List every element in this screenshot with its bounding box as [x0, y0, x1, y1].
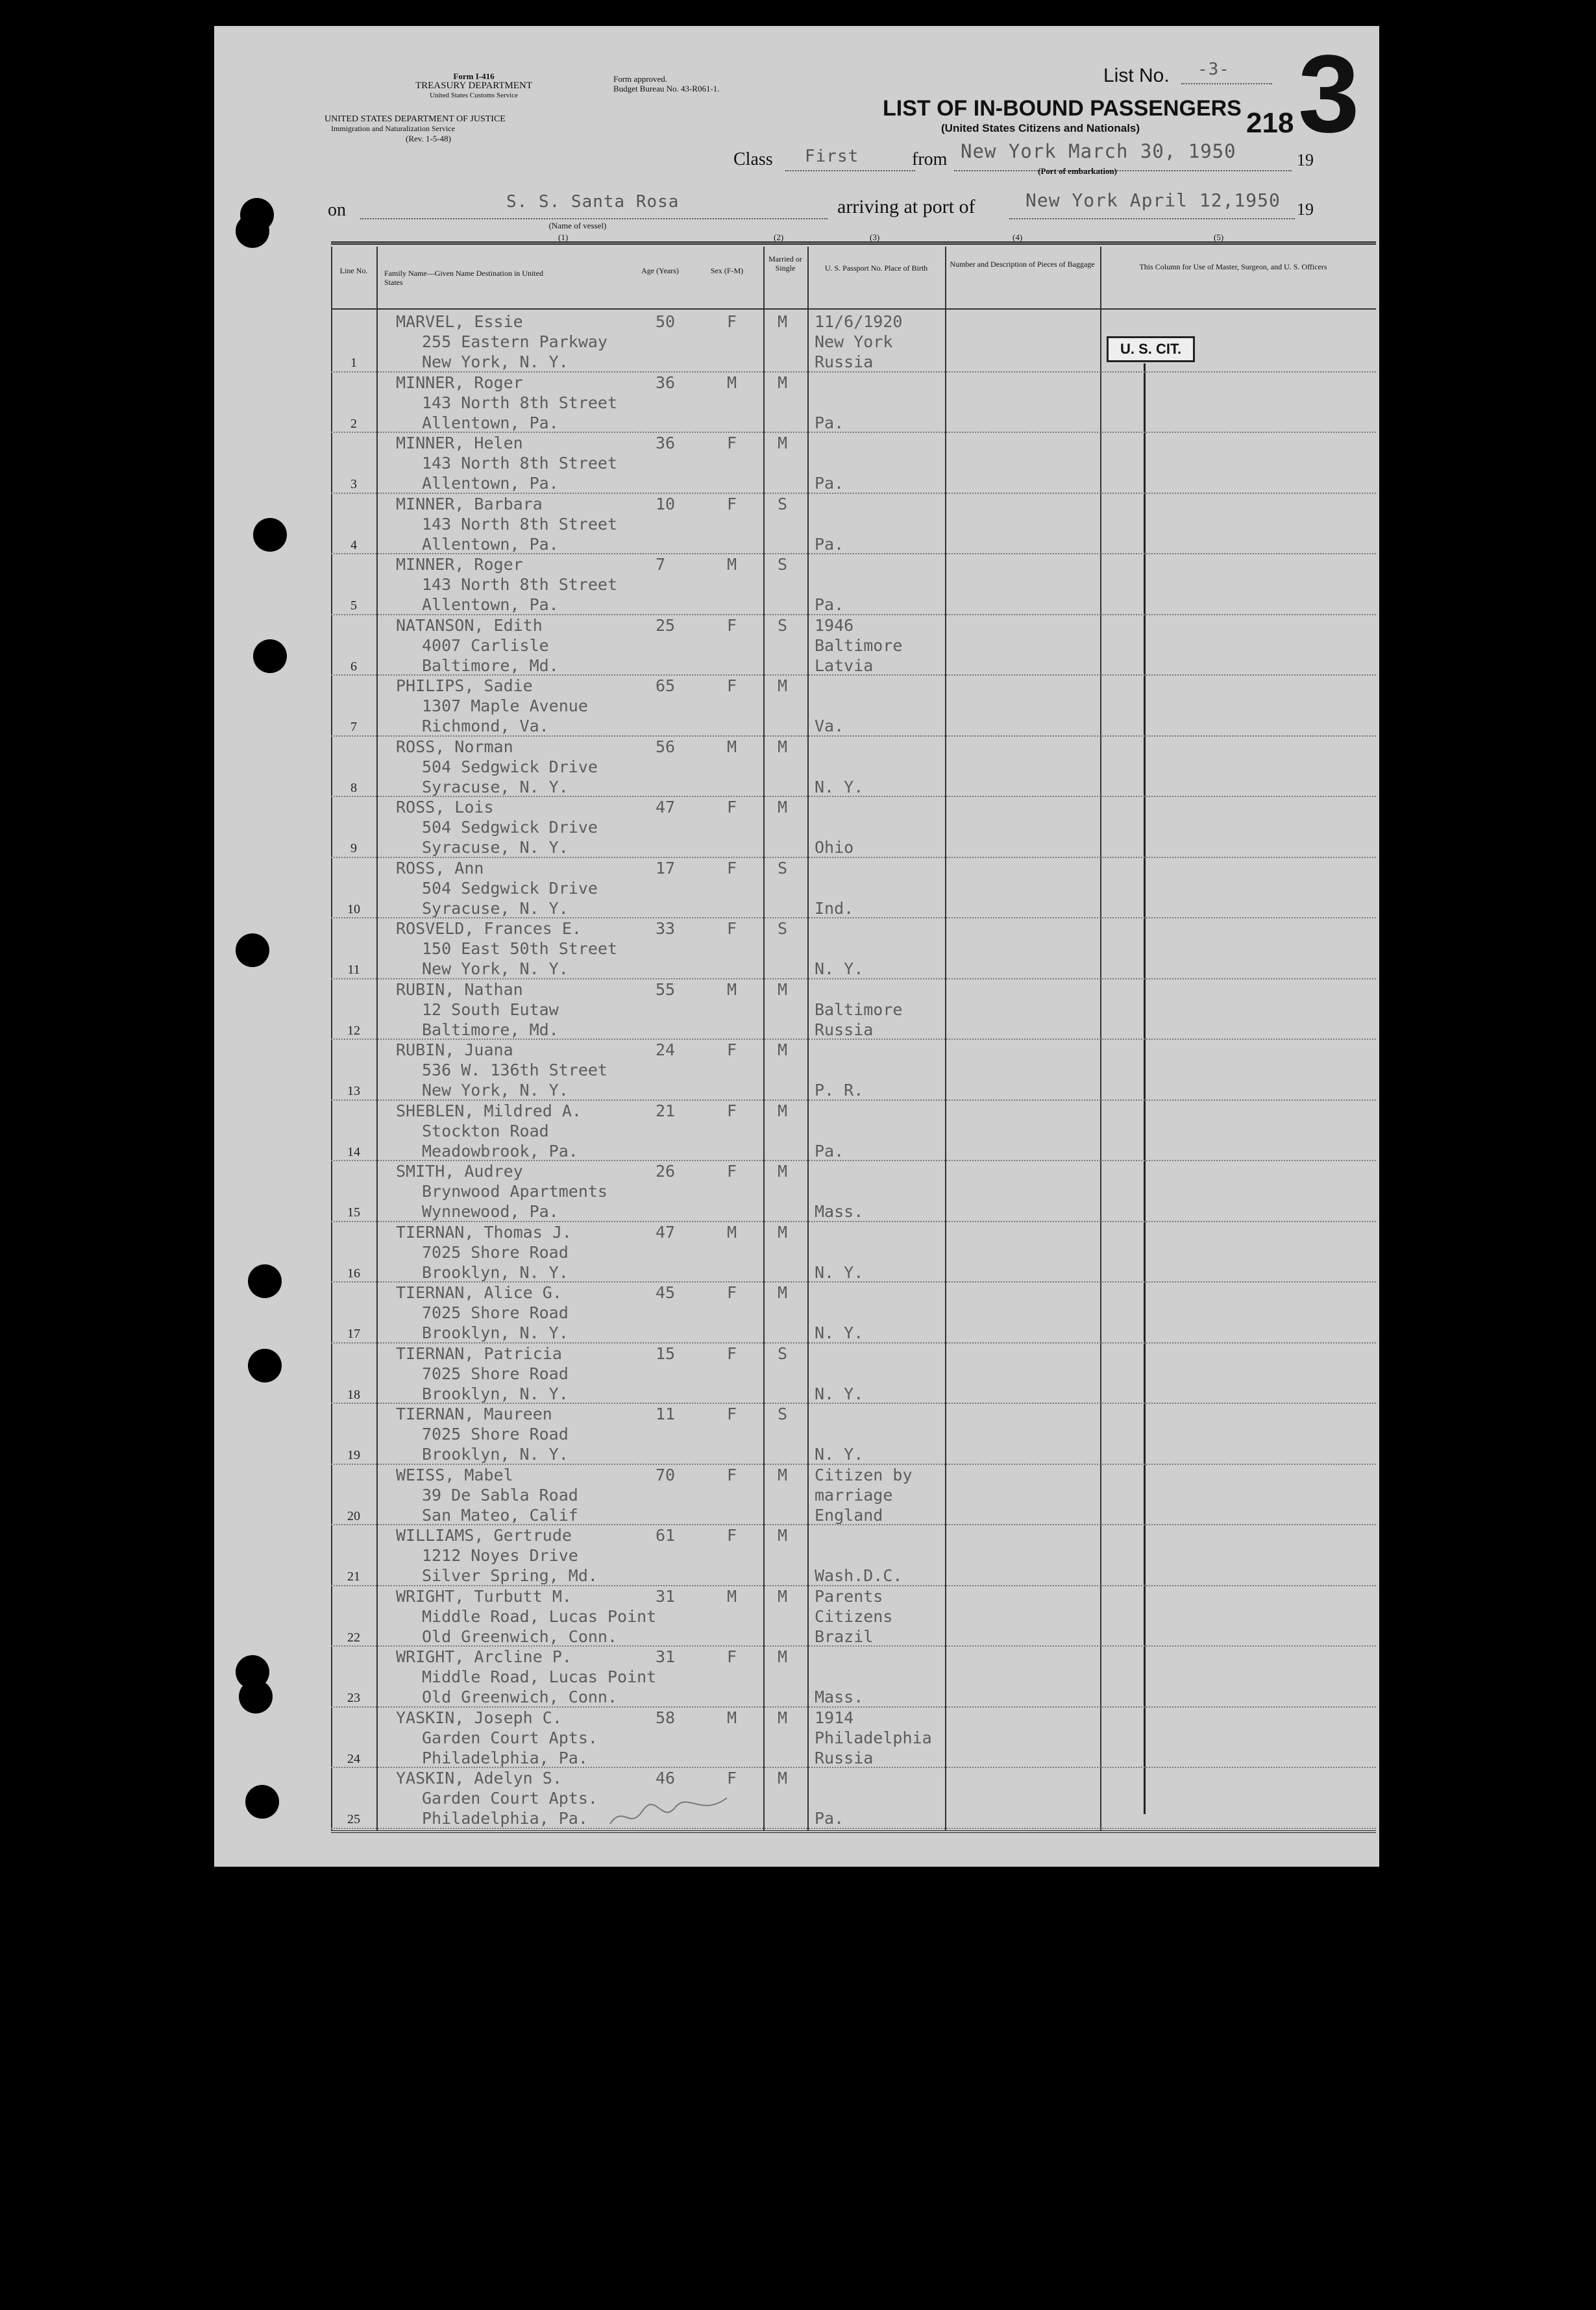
passenger-marital: S [778, 555, 788, 574]
passenger-name: MINNER, Roger [396, 555, 523, 574]
passport-line-2: Baltimore [815, 1000, 903, 1019]
line-number: 2 [350, 416, 357, 431]
passenger-name: WRIGHT, Turbutt M. [396, 1586, 572, 1606]
embarkation-port: New York March 30, 1950 [961, 140, 1236, 162]
passenger-address: 7025 Shore Road [422, 1303, 569, 1322]
line-number: 5 [350, 598, 357, 613]
passenger-name: ROSS, Ann [396, 858, 484, 878]
arrival-port-date: New York April 12,1950 [1025, 190, 1281, 211]
passenger-age: 58 [656, 1708, 676, 1727]
passenger-name: YASKIN, Adelyn S. [396, 1769, 562, 1788]
passenger-marital: M [778, 1769, 788, 1788]
place-of-birth: Mass. [815, 1202, 864, 1221]
passport-line-2: New York [815, 332, 893, 351]
line-number: 16 [347, 1266, 360, 1281]
passport-line-1: Citizen by [815, 1465, 913, 1484]
passenger-address: 504 Sedgwick Drive [422, 757, 598, 776]
passenger-sex: F [727, 1162, 737, 1181]
passenger-marital: M [778, 1708, 788, 1727]
col-officers: This Column for Use of Master, Surgeon, and U. S. Officers [1139, 262, 1327, 271]
passenger-address: 12 South Eutaw [422, 1000, 559, 1019]
line-number: 10 [347, 902, 360, 916]
passenger-name: MINNER, Helen [396, 434, 523, 452]
place-of-birth: N. Y. [815, 1445, 864, 1464]
signature-scribble [604, 1791, 733, 1837]
passenger-age: 25 [656, 615, 676, 635]
passenger-age: 36 [656, 373, 676, 392]
passenger-name: TIERNAN, Alice G. [396, 1283, 562, 1302]
passenger-sex: F [727, 1647, 737, 1666]
passenger-city: Allentown, Pa. [422, 474, 559, 493]
passenger-age: 61 [656, 1526, 676, 1545]
passenger-sex: M [727, 1586, 737, 1606]
passenger-city: Richmond, Va. [422, 717, 549, 735]
passenger-address: 255 Eastern Parkway [422, 332, 608, 351]
col-married: Married or Single [768, 254, 802, 273]
year-suffix-2: 19 [1297, 200, 1314, 219]
passenger-age: 31 [656, 1647, 676, 1666]
place-of-birth: Pa. [815, 474, 844, 493]
col-passport: U. S. Passport No. Place of Birth [824, 264, 928, 273]
passenger-name: WEISS, Mabel [396, 1465, 513, 1484]
passenger-sex: F [727, 1526, 737, 1545]
place-of-birth: Wash.D.C. [815, 1566, 903, 1585]
passenger-city: Syracuse, N. Y. [422, 838, 569, 857]
revision: (Rev. 1-5-48) [406, 134, 451, 143]
line-number: 13 [347, 1084, 360, 1098]
line-number: 15 [347, 1205, 360, 1220]
passenger-city: Brooklyn, N. Y. [422, 1445, 569, 1464]
line-number: 12 [347, 1023, 360, 1038]
punch-hole [248, 1264, 282, 1298]
big-page-number: 3 [1298, 32, 1360, 156]
passenger-sex: F [727, 1405, 737, 1423]
passenger-name: RUBIN, Juana [396, 1040, 513, 1059]
line-number: 1 [350, 356, 357, 370]
passenger-marital: M [778, 1465, 788, 1484]
justice-dept: UNITED STATES DEPARTMENT OF JUSTICE [325, 114, 506, 124]
passenger-name: WRIGHT, Arcline P. [396, 1647, 572, 1666]
passenger-sex: M [727, 1708, 737, 1727]
treasury-dept: TREASURY DEPARTMENT [415, 80, 533, 91]
passenger-marital: S [778, 1344, 788, 1363]
passport-line-2: Philadelphia [815, 1728, 932, 1747]
line-number: 6 [350, 659, 357, 674]
passenger-address: 143 North 8th Street [422, 575, 618, 594]
passenger-sex: F [727, 798, 737, 817]
place-of-birth: Brazil [815, 1627, 874, 1646]
passenger-address: 143 North 8th Street [422, 514, 618, 534]
passenger-name: MINNER, Barbara [396, 494, 543, 513]
passenger-age: 15 [656, 1344, 676, 1363]
passenger-sex: F [727, 858, 737, 878]
passenger-sex: F [727, 676, 737, 695]
from-label: from [912, 149, 948, 169]
place-of-birth: N. Y. [815, 777, 864, 796]
passenger-city: New York, N. Y. [422, 1081, 569, 1100]
col-sex: Sex (F-M) [710, 266, 744, 275]
punch-hole [248, 1349, 282, 1382]
stamp-number: 218 [1246, 107, 1294, 139]
passenger-sex: F [727, 615, 737, 635]
passenger-sex: F [727, 1040, 737, 1059]
passenger-marital: M [778, 1040, 788, 1059]
passenger-age: 31 [656, 1586, 676, 1606]
passenger-sex: M [727, 373, 737, 392]
passport-line-1: 1914 [815, 1708, 854, 1727]
passenger-age: 11 [656, 1405, 676, 1423]
passenger-name: TIERNAN, Thomas J. [396, 1222, 572, 1242]
table-bottom-border [331, 1830, 1376, 1833]
line-number: 9 [350, 841, 357, 855]
passenger-address: Middle Road, Lucas Point [422, 1667, 657, 1686]
punch-hole [253, 639, 287, 673]
passenger-city: New York, N. Y. [422, 352, 569, 371]
budget-bureau: Budget Bureau No. 43-R061-1. [613, 84, 720, 93]
port-caption: (Port of embarkation) [1037, 166, 1118, 176]
class-label: Class [733, 149, 773, 169]
place-of-birth: Mass. [815, 1688, 864, 1706]
passenger-city: Wynnewood, Pa. [422, 1202, 559, 1221]
line-number: 7 [350, 720, 357, 734]
passenger-name: YASKIN, Joseph C. [396, 1708, 562, 1727]
col-age: Age (Years) [641, 266, 679, 275]
passenger-address: 150 East 50th Street [422, 939, 618, 958]
passenger-address: 4007 Carlisle [422, 635, 549, 655]
passenger-city: Allentown, Pa. [422, 413, 559, 432]
place-of-birth: Ohio [815, 838, 854, 857]
passenger-age: 50 [656, 312, 676, 331]
passenger-name: MINNER, Roger [396, 373, 523, 392]
passenger-address: 504 Sedgwick Drive [422, 878, 598, 898]
passenger-city: Meadowbrook, Pa. [422, 1141, 578, 1161]
col-num-1: (1) [558, 232, 569, 242]
passenger-name: ROSS, Norman [396, 737, 513, 756]
passport-line-1: 11/6/1920 [815, 312, 903, 331]
passport-line-2: marriage [815, 1485, 893, 1505]
place-of-birth: N. Y. [815, 1262, 864, 1282]
passenger-city: Silver Spring, Md. [422, 1566, 598, 1585]
passenger-name: WILLIAMS, Gertrude [396, 1526, 572, 1545]
line-number: 17 [347, 1327, 360, 1341]
passenger-city: Allentown, Pa. [422, 595, 559, 614]
passenger-marital: M [778, 737, 788, 756]
passenger-city: Old Greenwich, Conn. [422, 1627, 618, 1646]
passenger-sex: F [727, 919, 737, 938]
place-of-birth: Ind. [815, 898, 854, 918]
passenger-address: 504 Sedgwick Drive [422, 818, 598, 837]
passenger-city: San Mateo, Calif [422, 1505, 578, 1525]
passenger-name: TIERNAN, Patricia [396, 1344, 562, 1363]
passenger-sex: F [727, 1465, 737, 1484]
passenger-sex: M [727, 555, 737, 574]
passenger-city: Brooklyn, N. Y. [422, 1323, 569, 1342]
manifest-subtitle: (United States Citizens and Nationals) [941, 122, 1140, 134]
class-value: First [805, 147, 859, 166]
col-num-5: (5) [1214, 232, 1224, 242]
passenger-marital: S [778, 615, 788, 635]
passenger-age: 36 [656, 434, 676, 452]
place-of-birth: Pa. [815, 1141, 844, 1161]
passenger-sex: M [727, 737, 737, 756]
col-line-no: Line No. [339, 266, 368, 275]
place-of-birth: Russia [815, 352, 874, 371]
place-of-birth: N. Y. [815, 1323, 864, 1342]
header-bottom-border [331, 308, 1376, 310]
line-number: 14 [347, 1144, 360, 1159]
passenger-sex: M [727, 1222, 737, 1242]
col-num-2: (2) [774, 232, 784, 242]
place-of-birth: N. Y. [815, 959, 864, 978]
passenger-city: New York, N. Y. [422, 959, 569, 978]
passenger-age: 55 [656, 979, 676, 999]
passenger-name: MARVEL, Essie [396, 312, 523, 331]
passenger-address: 536 W. 136th Street [422, 1061, 608, 1079]
passenger-address: 7025 Shore Road [422, 1242, 569, 1262]
passenger-city: Philadelphia, Pa. [422, 1809, 588, 1828]
passport-line-1: Parents [815, 1586, 883, 1606]
manifest-title: LIST OF IN-BOUND PASSENGERS [883, 96, 1242, 121]
line-number: 23 [347, 1691, 360, 1705]
passenger-address: 39 De Sabla Road [422, 1485, 578, 1505]
passenger-marital: M [778, 312, 788, 331]
passenger-name: SHEBLEN, Mildred A. [396, 1101, 582, 1120]
passenger-marital: M [778, 434, 788, 452]
passenger-sex: F [727, 494, 737, 513]
place-of-birth: Pa. [815, 413, 844, 432]
passenger-marital: M [778, 1526, 788, 1545]
passenger-age: 33 [656, 919, 676, 938]
vessel-name: S. S. Santa Rosa [506, 192, 680, 212]
passenger-marital: M [778, 1647, 788, 1666]
place-of-birth: P. R. [815, 1081, 864, 1100]
us-cit-stamp: U. S. CIT. [1107, 336, 1195, 362]
line-number: 8 [350, 780, 357, 795]
place-of-birth: N. Y. [815, 1384, 864, 1403]
punch-hole [253, 518, 287, 552]
table-top-border [331, 241, 1376, 245]
passenger-city: Baltimore, Md. [422, 1020, 559, 1039]
passenger-name: RUBIN, Nathan [396, 979, 523, 999]
ins-service: Immigration and Naturalization Service [331, 124, 455, 133]
us-cit-line [1144, 363, 1146, 1814]
passenger-age: 17 [656, 858, 676, 878]
passenger-name: ROSS, Lois [396, 798, 494, 817]
passenger-marital: M [778, 979, 788, 999]
passenger-address: 7025 Shore Road [422, 1364, 569, 1383]
line-number: 21 [347, 1569, 360, 1584]
col-num-3: (3) [870, 232, 880, 242]
form-approved: Form approved. [613, 74, 668, 84]
line-number: 3 [350, 477, 357, 491]
line-number: 18 [347, 1387, 360, 1402]
punch-hole [245, 1785, 279, 1819]
passenger-city: Old Greenwich, Conn. [422, 1688, 618, 1706]
passenger-sex: F [727, 1283, 737, 1302]
passenger-address: Brynwood Apartments [422, 1182, 608, 1201]
col-num-4: (4) [1013, 232, 1023, 242]
passenger-marital: M [778, 373, 788, 392]
passenger-age: 70 [656, 1465, 676, 1484]
passenger-address: Middle Road, Lucas Point [422, 1606, 657, 1626]
line-number: 20 [347, 1508, 360, 1523]
passenger-age: 56 [656, 737, 676, 756]
place-of-birth: Russia [815, 1020, 874, 1039]
place-of-birth: Pa. [815, 1809, 844, 1828]
passenger-age: 10 [656, 494, 676, 513]
arriving-label: arriving at port of [837, 196, 976, 217]
passenger-age: 21 [656, 1101, 676, 1120]
passenger-city: Syracuse, N. Y. [422, 777, 569, 796]
passenger-marital: M [778, 1283, 788, 1302]
line-number: 11 [347, 963, 360, 977]
punch-hole [239, 1680, 273, 1714]
passenger-marital: M [778, 1586, 788, 1606]
place-of-birth: Va. [815, 717, 844, 735]
passenger-address: Garden Court Apts. [422, 1789, 598, 1808]
passenger-marital: S [778, 494, 788, 513]
passenger-age: 47 [656, 1222, 676, 1242]
passenger-age: 47 [656, 798, 676, 817]
line-number: 4 [350, 537, 357, 552]
list-no-label: List No. [1103, 65, 1170, 86]
passenger-age: 24 [656, 1040, 676, 1059]
passenger-marital: S [778, 919, 788, 938]
passenger-age: 46 [656, 1769, 676, 1788]
form-number: Form I-416 [453, 71, 495, 81]
passenger-marital: S [778, 1405, 788, 1423]
line-number: 24 [347, 1751, 360, 1766]
passenger-marital: M [778, 676, 788, 695]
year-suffix: 19 [1297, 151, 1314, 169]
col-baggage: Number and Description of Pieces of Baggage [950, 260, 1095, 269]
passenger-age: 26 [656, 1162, 676, 1181]
passenger-address: 1212 Noyes Drive [422, 1546, 578, 1565]
passenger-sex: M [727, 979, 737, 999]
vessel-caption: (Name of vessel) [548, 221, 607, 230]
passenger-address: 143 North 8th Street [422, 393, 618, 412]
passenger-address: 7025 Shore Road [422, 1425, 569, 1444]
line-number: 19 [347, 1448, 360, 1462]
col-name: Family Name—Given Name Destination in United States [384, 269, 543, 287]
passenger-name: TIERNAN, Maureen [396, 1405, 552, 1423]
passenger-address: 143 North 8th Street [422, 454, 618, 473]
manifest-page [214, 26, 1379, 1867]
passenger-marital: M [778, 798, 788, 817]
line-number: 22 [347, 1630, 360, 1645]
passenger-address: 1307 Maple Avenue [422, 696, 588, 715]
passenger-address: Stockton Road [422, 1121, 549, 1140]
passport-line-2: Citizens [815, 1606, 893, 1626]
passenger-sex: F [727, 1344, 737, 1363]
passenger-name: NATANSON, Edith [396, 615, 543, 635]
passport-line-1: 1946 [815, 615, 854, 635]
passenger-name: PHILIPS, Sadie [396, 676, 533, 695]
passport-line-2: Baltimore [815, 635, 903, 655]
passenger-city: Syracuse, N. Y. [422, 898, 569, 918]
passenger-name: SMITH, Audrey [396, 1162, 523, 1181]
punch-hole [236, 933, 269, 967]
passenger-marital: M [778, 1101, 788, 1120]
passenger-age: 45 [656, 1283, 676, 1302]
passenger-sex: F [727, 1769, 737, 1788]
passenger-city: Philadelphia, Pa. [422, 1748, 588, 1767]
customs-service: United States Customs Service [430, 92, 518, 99]
passenger-marital: M [778, 1162, 788, 1181]
place-of-birth: England [815, 1505, 883, 1525]
passenger-city: Allentown, Pa. [422, 534, 559, 554]
line-number: 25 [347, 1812, 360, 1826]
place-of-birth: Pa. [815, 534, 844, 554]
passenger-marital: S [778, 858, 788, 878]
passenger-sex: F [727, 312, 737, 331]
passenger-name: ROSVELD, Frances E. [396, 919, 582, 938]
passenger-city: Baltimore, Md. [422, 656, 559, 675]
on-label: on [328, 200, 346, 220]
passenger-city: Brooklyn, N. Y. [422, 1384, 569, 1403]
place-of-birth: Russia [815, 1748, 874, 1767]
list-no-value: -3- [1197, 60, 1230, 79]
passenger-age: 7 [656, 555, 666, 574]
passenger-age: 65 [656, 676, 676, 695]
passenger-marital: M [778, 1222, 788, 1242]
place-of-birth: Latvia [815, 656, 874, 675]
passenger-address: Garden Court Apts. [422, 1728, 598, 1747]
passenger-sex: F [727, 434, 737, 452]
passenger-city: Brooklyn, N. Y. [422, 1262, 569, 1282]
passenger-sex: F [727, 1101, 737, 1120]
place-of-birth: Pa. [815, 595, 844, 614]
punch-hole [236, 214, 269, 248]
